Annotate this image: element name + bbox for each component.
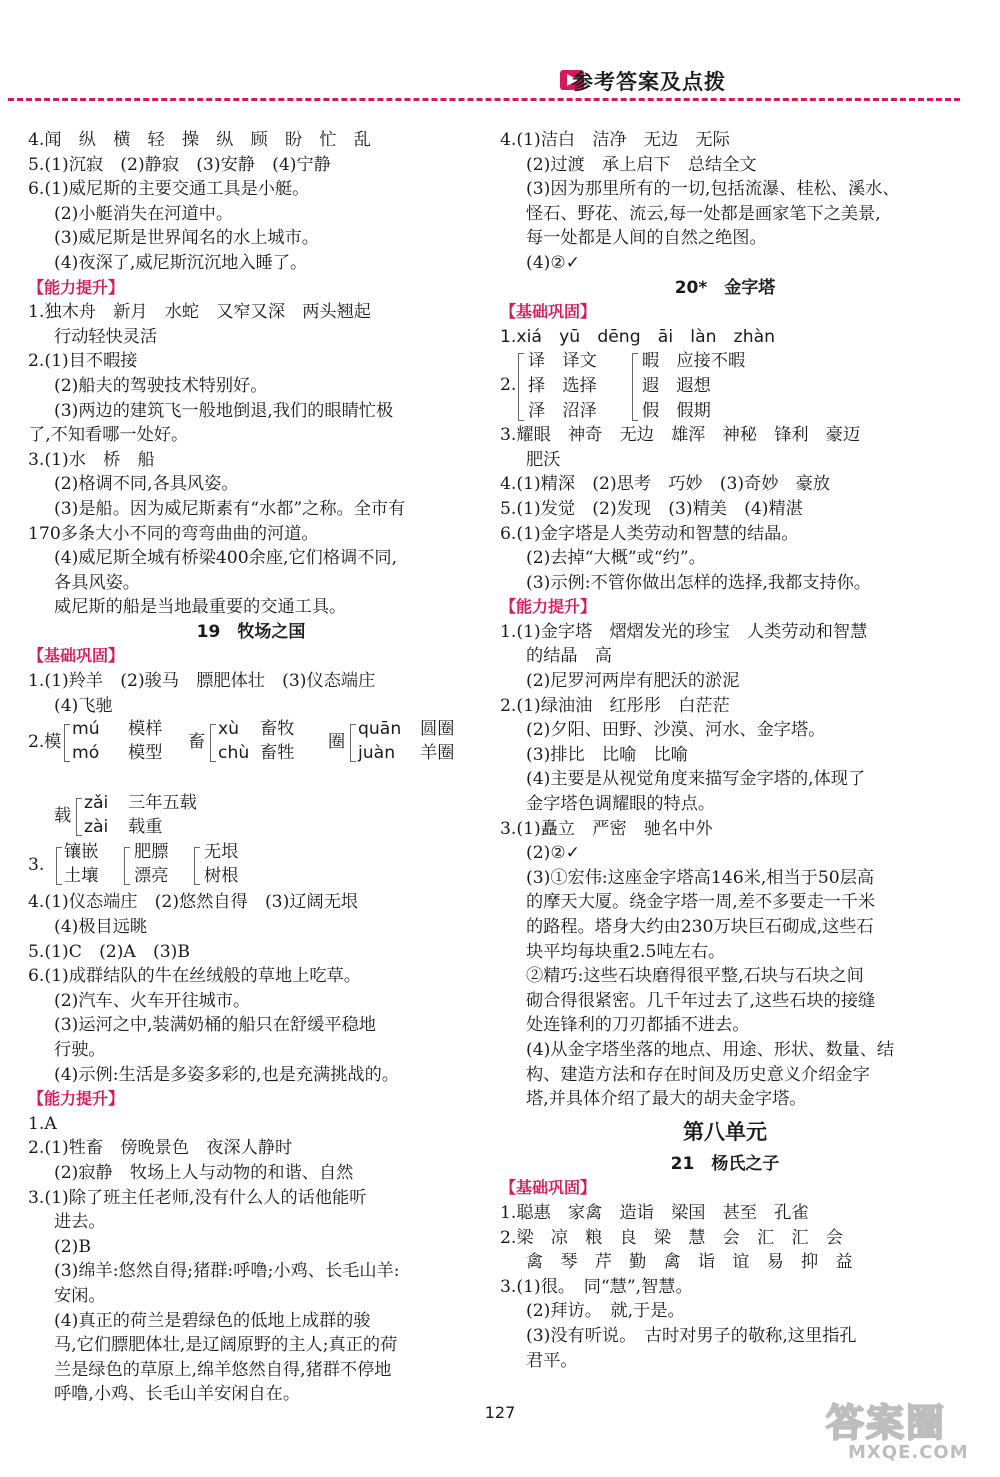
section-tag: 【基础巩固】 <box>500 302 597 322</box>
answer-line: 4.闻 纵 横 轻 操 纵 顾 盼 忙 乱 <box>28 130 371 150</box>
answer-line: 威尼斯的船是当地最重要的交通工具。 <box>54 597 347 618</box>
answer-line: (2)拜访。 就,于是。 <box>526 1301 685 1322</box>
word: 三年五载 <box>128 793 197 814</box>
answer-line: 1.(1)金字塔 熠熠发光的珍宝 人类劳动和智慧 <box>500 621 868 642</box>
answer-line: 3.耀眼 神奇 无边 雄浑 神秘 锋利 豪迈 <box>500 425 861 446</box>
answer-line: 怪石、野花、流云,每一处都是画家笔下之美景, <box>526 203 881 224</box>
answer-line: 安闲。 <box>54 1285 106 1306</box>
answer-line: 塔,并具体介绍了最大的胡夫金字塔。 <box>526 1089 807 1110</box>
answer-line: 2.(1)牲畜 傍晚景色 夜深人静时 <box>28 1138 293 1159</box>
answer-line: 处连锋利的刀刃都插不进去。 <box>526 1015 750 1036</box>
polyphone-block-2 <box>28 792 474 841</box>
answer-line: (2)汽车、火车开往城市。 <box>54 990 251 1011</box>
word: 假 假期 <box>642 400 711 421</box>
polyphone-char: 圈 <box>328 732 346 753</box>
answer-line: (3)运河之中,装满奶桶的船只在舒缓平稳地 <box>54 1015 376 1036</box>
answer-line: 3.(1)很。 同“慧”,智慧。 <box>500 1276 693 1297</box>
answer-line: 4.(1)洁白 洁净 无边 无际 <box>500 130 730 150</box>
word: 模型 <box>128 743 163 764</box>
unit-title: 第八单元 <box>683 1119 767 1144</box>
answer-line: 5.(1)沉寂 (2)静寂 (3)安静 (4)宁静 <box>28 154 331 175</box>
answer-line: 块平均每块重2.5吨左右。 <box>526 941 726 962</box>
answer-line: (4)主要是从视觉角度来描写金字塔的,体现了 <box>526 769 866 790</box>
answer-line: 2.(1)目不暇接 <box>28 351 138 372</box>
pinyin: chù <box>218 743 250 764</box>
brace <box>124 847 130 885</box>
answer-line: 君平。 <box>526 1350 578 1371</box>
answer-line: 马,它们膘肥体壮,是辽阔原野的主人;真正的荷 <box>54 1335 398 1356</box>
brace <box>632 353 638 421</box>
word: 漂亮 <box>134 866 169 887</box>
answer-line: 的路程。塔身大约由230万块巨石砌成,这些石 <box>526 917 874 938</box>
answer-line: (2)船夫的驾驶技术特别好。 <box>54 375 268 396</box>
answer-line: (2)B <box>54 1236 91 1257</box>
answer-line: (4)威尼斯全城有桥梁400余座,它们格调不同, <box>54 548 398 569</box>
answer-line: 呼噜,小鸡、长毛山羊安闲自在。 <box>54 1384 301 1405</box>
brace <box>518 353 524 421</box>
page-number: 127 <box>484 1403 516 1422</box>
answer-line: 4.(1)精深 (2)思考 巧妙 (3)奇妙 豪放 <box>500 474 831 495</box>
item-number: 3. <box>28 855 45 876</box>
answer-line: (3)排比 比喻 比喻 <box>526 744 688 765</box>
pinyin: quān <box>358 719 402 740</box>
word: 树根 <box>204 866 239 887</box>
answer-line: 各具风姿。 <box>54 572 140 593</box>
word: 译 译文 <box>528 351 597 372</box>
answer-line: 5.(1)C (2)A (3)B <box>28 941 191 962</box>
answer-line: 3.(1)水 桥 船 <box>28 449 155 470</box>
answer-line: 1.独木舟 新月 水蛇 又窄又深 两头翘起 <box>28 302 371 323</box>
answer-line: (4)从金字塔坐落的地点、用途、形状、数量、结 <box>526 1039 895 1060</box>
left-column <box>28 128 474 1407</box>
answer-line: (3)①宏伟:这座金字塔高146米,相当于50层高 <box>526 867 875 888</box>
lesson-title: 19 牧场之国 <box>196 621 306 642</box>
answer-line: 1.A <box>28 1113 57 1134</box>
brace <box>56 847 62 885</box>
answer-line: (3)示例:不管你做出怎样的选择,我都支持你。 <box>526 572 871 593</box>
answer-line: 肥沃 <box>526 449 561 470</box>
answer-line: 6.(1)成群结队的牛在丝绒般的草地上吃草。 <box>28 966 361 987</box>
answer-line: (2)尼罗河两岸有肥沃的淤泥 <box>526 671 740 692</box>
item-number: 2. <box>28 732 45 753</box>
watermark-url: MXQE.COM <box>848 1442 969 1463</box>
section-tag: 【能力提升】 <box>28 1089 125 1109</box>
watermark-logo <box>820 1392 985 1472</box>
word: 肥膘 <box>134 842 169 863</box>
polyphone-char: 载 <box>54 806 72 827</box>
word: 泽 沼泽 <box>528 400 597 421</box>
pinyin: mú <box>72 719 100 740</box>
lesson-title: 20* 金字塔 <box>674 277 776 298</box>
answer-line: (2)夕阳、田野、沙漠、河水、金字塔。 <box>526 720 826 741</box>
answer-line: (4)②✓ <box>526 252 581 273</box>
answer-line: 构、建造方法和存在时间及历史意义介绍金字 <box>526 1064 870 1085</box>
answer-line: (3)两边的建筑飞一般地倒退,我们的眼睛忙极 <box>54 400 394 421</box>
header-divider <box>8 98 960 101</box>
brace <box>194 847 200 885</box>
answer-line: 1.(1)羚羊 (2)骏马 膘肥体壮 (3)仪态端庄 <box>28 671 376 692</box>
answer-line: 2.梁 凉 粮 良 梁 慧 会 汇 汇 会 <box>500 1227 843 1248</box>
answer-line: 4.(1)仪态端庄 (2)悠然自得 (3)辽阔无垠 <box>28 892 359 913</box>
section-tag: 【能力提升】 <box>500 597 597 617</box>
answer-line: 2.(1)绿油油 红彤彤 白茫茫 <box>500 695 730 716</box>
pinyin: xù <box>218 719 240 740</box>
answer-line: (2)去掉“大概”或“约”。 <box>526 548 706 569</box>
word-pair-block <box>28 841 474 890</box>
homophone-block <box>500 349 950 423</box>
answer-line: 1.xiá yū dēng āi làn zhàn <box>500 326 776 347</box>
answer-line: ②精巧:这些石块磨得很平整,石块与石块之间 <box>526 966 864 987</box>
answer-line: 5.(1)发觉 (2)发现 (3)精美 (4)精湛 <box>500 498 803 519</box>
answer-line: 金字塔色调耀眼的特点。 <box>526 794 716 815</box>
answer-line: 兰是绿色的草原上,绵羊悠然自得,猪群不停地 <box>54 1359 392 1380</box>
brace <box>64 724 70 762</box>
polyphone-char: 模 <box>44 732 62 753</box>
word: 暇 应接不暇 <box>642 351 746 372</box>
answer-line: (2)②✓ <box>526 843 581 864</box>
word: 土壤 <box>64 866 99 887</box>
answer-line: (3)因为那里所有的一切,包括流瀑、桂松、溪水、 <box>526 179 900 200</box>
answer-line: 禽 琴 芹 勤 禽 诣 谊 易 抑 益 <box>526 1252 853 1273</box>
answer-line: (3)没有听说。 古时对男子的敬称,这里指孔 <box>526 1325 857 1346</box>
answer-line: (3)绵羊:悠然自得;猪群:呼噜;小鸡、长毛山羊: <box>54 1261 400 1282</box>
word: 畜牧 <box>260 719 295 740</box>
word: 遐 遐想 <box>642 375 711 396</box>
section-tag: 【基础巩固】 <box>500 1178 597 1198</box>
answer-line: 6.(1)威尼斯的主要交通工具是小艇。 <box>28 179 310 200</box>
pinyin: juàn <box>358 743 396 764</box>
answer-line: (3)是船。因为威尼斯素有“水都”之称。全市有 <box>54 498 406 519</box>
answer-line: (2)过渡 承上启下 总结全文 <box>526 154 757 175</box>
answer-line: 的结晶 高 <box>526 646 612 667</box>
answer-line: 砌合得很紧密。几千年过去了,这些石块的接缝 <box>526 990 876 1011</box>
answer-line: (2)小艇消失在河道中。 <box>54 203 234 224</box>
answer-line: (4)极目远眺 <box>54 917 148 938</box>
answer-line: 行驶。 <box>54 1039 106 1060</box>
watermark-text: 答案圈 <box>826 1401 947 1445</box>
pinyin: zài <box>84 817 109 838</box>
answer-line: 进去。 <box>54 1212 106 1233</box>
answer-line: (4)真正的荷兰是碧绿色的低地上成群的骏 <box>54 1310 371 1331</box>
answer-line: (2)寂静 牧场上人与动物的和谐、自然 <box>54 1162 354 1183</box>
answer-line: 的摩天大厦。绕金字塔一周,差不多要走一千米 <box>526 892 876 913</box>
word: 模样 <box>128 719 163 740</box>
word: 畜牲 <box>260 743 295 764</box>
polyphone-char: 畜 <box>188 732 206 753</box>
brace <box>210 724 216 762</box>
word: 载重 <box>128 817 163 838</box>
answer-line: (2)格调不同,各具风姿。 <box>54 474 239 495</box>
section-tag: 【基础巩固】 <box>28 646 125 666</box>
section-tag: 【能力提升】 <box>28 277 125 297</box>
answer-line: 3.(1)除了班主任老师,没有什么人的话他能听 <box>28 1187 367 1208</box>
header-title: 参考答案及点拨 <box>572 70 726 94</box>
word: 羊圈 <box>420 743 455 764</box>
answer-line: (4)飞驰 <box>54 695 113 716</box>
lesson-title: 21 杨氏之子 <box>670 1153 780 1174</box>
answer-line: 1.聪惠 家禽 造诣 梁国 甚至 孔雀 <box>500 1202 809 1223</box>
answer-line: 170多条大小不同的弯弯曲曲的河道。 <box>28 523 319 544</box>
right-column <box>500 128 950 1373</box>
answer-line: 6.(1)金字塔是人类劳动和智慧的结晶。 <box>500 523 799 544</box>
brace <box>350 724 356 762</box>
answer-line: 每一处都是人间的自然之绝图。 <box>526 228 767 249</box>
answer-line: (4)示例:生活是多姿多彩的,也是充满挑战的。 <box>54 1064 399 1085</box>
word: 圆圈 <box>420 719 455 740</box>
pinyin: zǎi <box>84 793 109 814</box>
word: 无垠 <box>204 842 239 863</box>
item-number: 2. <box>500 375 517 396</box>
word: 镶嵌 <box>64 842 99 863</box>
answer-line: 了,不知看哪一处好。 <box>28 425 189 446</box>
brace <box>76 798 82 836</box>
answer-line: (3)威尼斯是世界闻名的水上城市。 <box>54 228 319 249</box>
answer-line: 行动轻快灵活 <box>54 326 158 347</box>
word: 择 选择 <box>528 375 597 396</box>
answer-line: (4)夜深了,威尼斯沉沉地入睡了。 <box>54 252 308 273</box>
answer-line: 3.(1)矗立 严密 驰名中外 <box>500 818 713 839</box>
pinyin: mó <box>72 743 100 764</box>
polyphone-block-1 <box>28 718 474 792</box>
